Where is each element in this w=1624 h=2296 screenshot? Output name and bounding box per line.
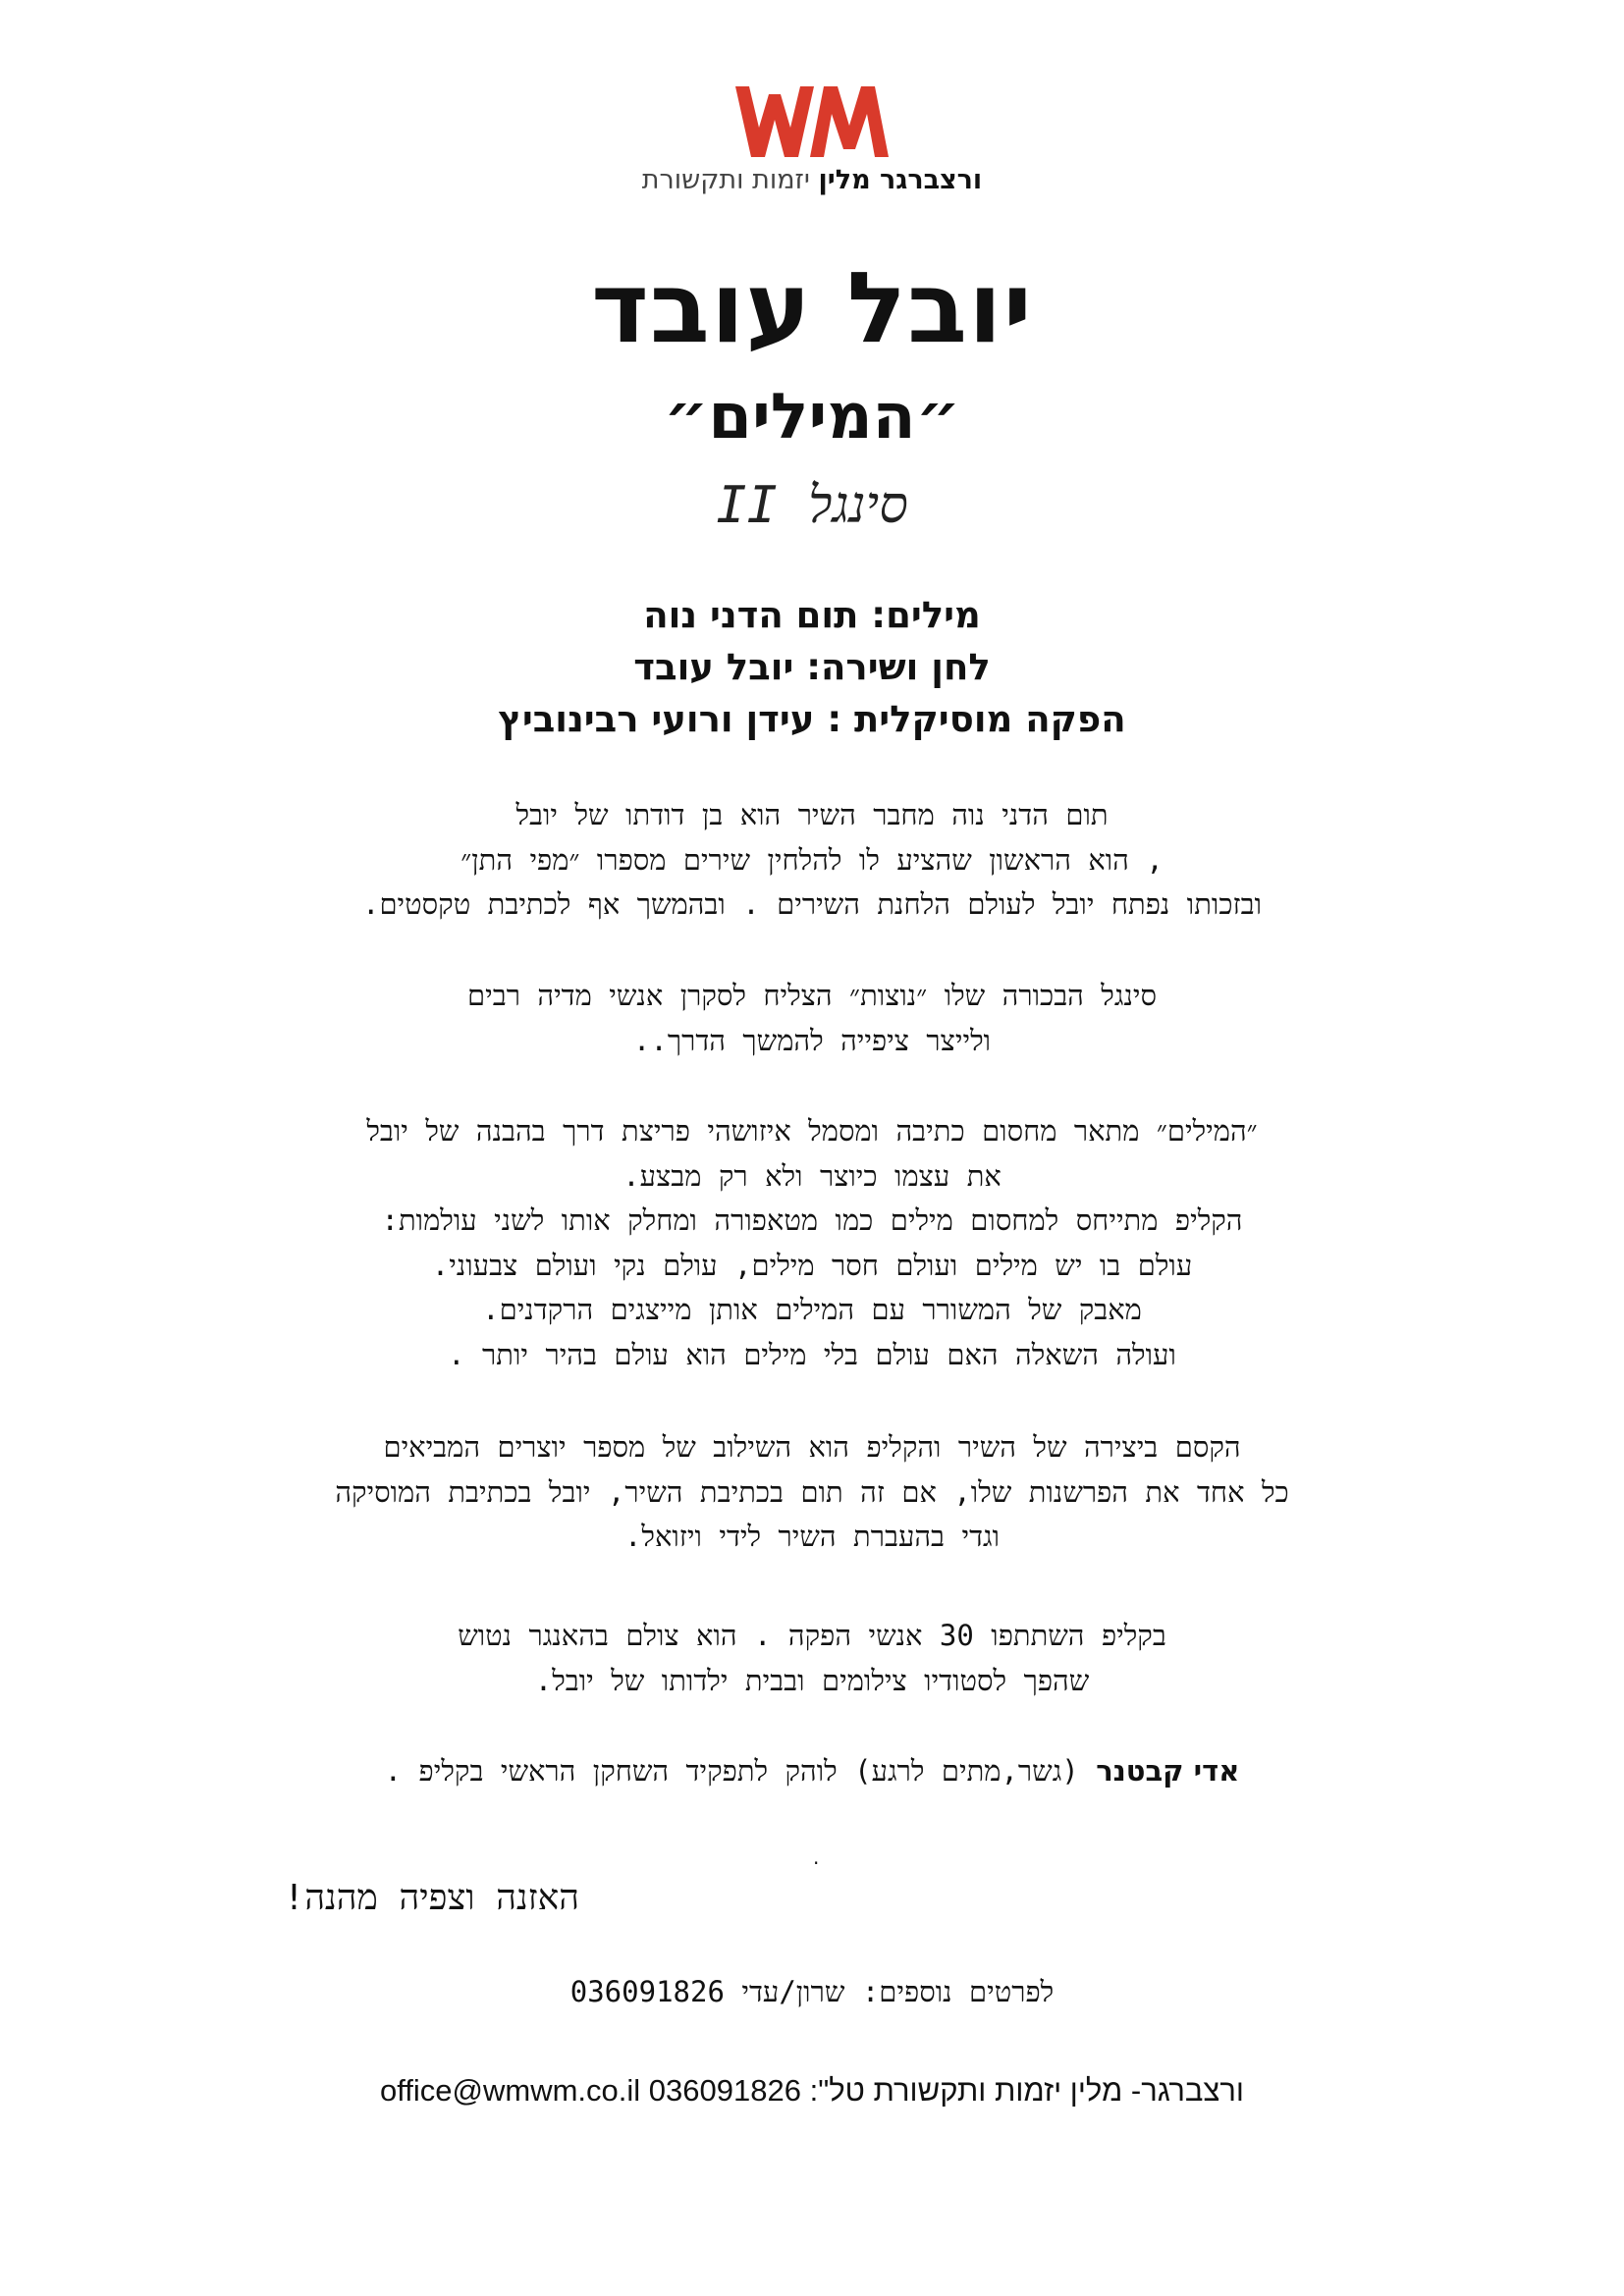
text-line: עולם בו יש מילים ועולם חסר מילים, עולם נקי ועולם צבעוני.	[431, 1248, 1193, 1282]
company-tagline	[0, 165, 1624, 195]
closing-note: האזנה וצפיה מהנה!	[283, 1878, 579, 1918]
text-line: סינגל הבכורה שלו ״נוצות״ הצליח לסקרן אנשי מדיה רבים	[467, 979, 1157, 1012]
text-line: את עצמו כיוצר ולא רק מבצע.	[623, 1158, 1001, 1193]
credit-music: לחן ושירה: יובל עובד	[633, 646, 991, 688]
paragraph-writer	[196, 793, 1428, 928]
single-number: II	[716, 476, 778, 535]
text-line: ולייצר ציפייה להמשך הדרך..	[632, 1023, 992, 1057]
office-contact: ורצברגר- מלין יזמות ותקשורת טל": 036091826 office@wmwm.co.il	[380, 2073, 1244, 2108]
paragraph-actor	[196, 1749, 1428, 1794]
text-line	[196, 1749, 1428, 1794]
credits-block	[0, 589, 1624, 745]
credit-lyrics: מילים: תום הדני נוה	[643, 594, 981, 636]
text-line: וגדי בהעברת השיר לידי ויזואל.	[623, 1520, 1001, 1553]
wm-logo-mark	[733, 84, 891, 159]
text-line: , הוא הראשון שהציע לו להלחין שירים מספרו ״מפי התן״	[460, 842, 1164, 877]
paragraph-debut	[196, 974, 1428, 1063]
text-line: כל אחד את הפרשנות שלו, אם זה תום בכתיבת השיר, יובל בכתיבת המוסיקה	[335, 1474, 1289, 1509]
actor-name: אדי קבטנר	[1096, 1754, 1240, 1788]
contact-details: לפרטים נוספים: שרון/עדי 036091826	[569, 1975, 1055, 2008]
paragraph-creators	[196, 1425, 1428, 1560]
text-line: בקליפ השתתפו 30 אנשי הפקה . הוא צולם בהאנגר נטוש	[458, 1619, 1166, 1652]
single-word: סינגל	[808, 476, 908, 535]
text-line: ועולה השאלה האם עולם בלי מילים הוא עולם בהיר יותר .	[448, 1337, 1176, 1371]
text-line: תום הדני נוה מחבר השיר הוא בן דודתו של יובל	[515, 798, 1109, 831]
text-line: הקליפ מתייחס למחסום מילים כמו מטאפורה ומחלק אותו לשני עולמות:	[381, 1203, 1243, 1237]
text-line: ״המילים״ מתאר מחסום כתיבה ומסמל איזושהי פריצת דרך בהבנה של יובל	[366, 1114, 1258, 1148]
separator-dot: .	[813, 1845, 820, 1869]
text-line: שהפך לסטודיו צילומים ובבית ילדותו של יובל.	[534, 1663, 1090, 1697]
text-line: מאבק של המשורר עם המילים אותן מייצגים הרקדנים.	[482, 1293, 1142, 1326]
single-label	[0, 476, 1624, 535]
song-title: ״המילים״	[663, 381, 961, 454]
text-line: ובזכותו נפתח יובל לעולם הלחנת השירים . ובהמשך אף לכתיבת טקסטים.	[362, 887, 1262, 921]
company-logo	[0, 84, 1624, 195]
paragraph-song-meaning	[196, 1109, 1428, 1377]
paragraph-production	[196, 1614, 1428, 1703]
text-line: הקסם ביצירה של השיר והקליפ הוא השילוב של מספר יוצרים המביאים	[383, 1430, 1241, 1464]
company-descriptor: יזמות ותקשורת	[641, 165, 810, 195]
company-name: ורצברגר מלין	[818, 165, 983, 195]
artist-title: יובל עובד	[591, 250, 1033, 365]
actor-description: (גשר,מתים לרגע) לוהק לתפקיד השחקן הראשי בקליפ .	[384, 1754, 1079, 1788]
credit-production: הפקה מוסיקלית : עידן ורועי רבינוביץ	[498, 698, 1126, 740]
